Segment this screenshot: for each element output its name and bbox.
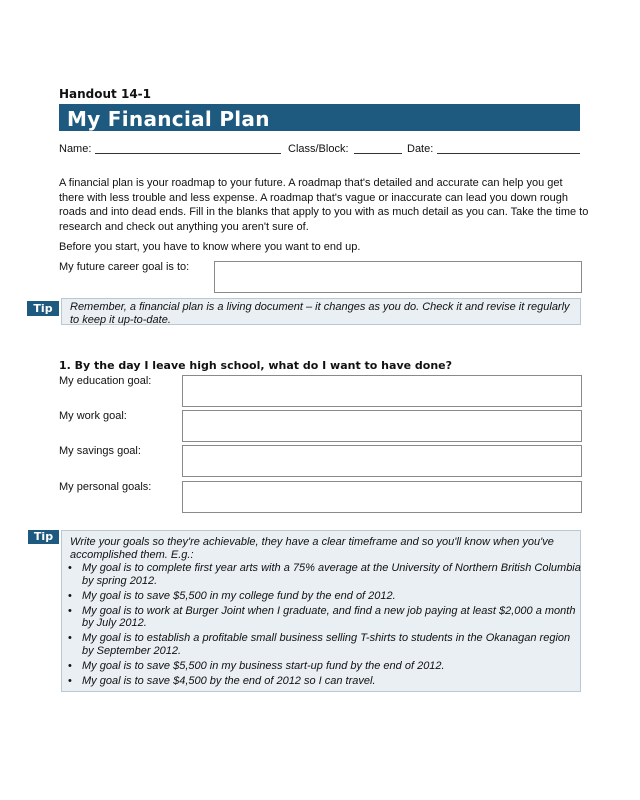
title-bar bbox=[59, 104, 580, 131]
bullet-icon: • bbox=[68, 589, 72, 602]
list-item: • My goal is to save $5,500 in my business start-up fund by the end of 2012. bbox=[68, 659, 445, 672]
list-item: • My goal is to complete first year arts with a 75% average at the University of Northern British Columbia by spring 2012. bbox=[68, 562, 581, 587]
list-item: • My goal is to save $4,500 by the end of 2012 so I can travel. bbox=[68, 674, 376, 687]
career-goal-label: My future career goal is to: bbox=[59, 261, 190, 273]
education-goal-label: My education goal: bbox=[59, 375, 152, 387]
bullet-icon: • bbox=[68, 604, 72, 617]
bullet-icon: • bbox=[68, 632, 72, 644]
tip-intro-2: Write your goals so they're achievable, they have a clear timeframe and so you'll know when you've accomplished them. E.g.: bbox=[70, 536, 554, 561]
page-title: My Financial Plan bbox=[67, 107, 270, 131]
date-label: Date: bbox=[407, 143, 434, 155]
section-heading: 1. By the day I leave high school, what do I want to have done? bbox=[59, 359, 453, 372]
goal-examples-list bbox=[66, 562, 581, 690]
personal-goals-input[interactable] bbox=[182, 481, 582, 513]
handout-number: Handout 14-1 bbox=[59, 87, 152, 101]
class-label: Class/Block: bbox=[288, 143, 349, 155]
class-field[interactable] bbox=[354, 153, 402, 154]
list-item: • My goal is to save $5,500 in my college fund by the end of 2012. bbox=[68, 589, 396, 602]
tip-label-1: Tip bbox=[27, 301, 59, 316]
list-item: • My goal is to work at Burger Joint when I graduate, and find a new job paying at least $2,000 a month by July 2012. bbox=[68, 604, 576, 629]
date-field[interactable] bbox=[437, 153, 580, 154]
bullet-icon: • bbox=[68, 659, 72, 672]
savings-goal-input[interactable] bbox=[182, 445, 582, 477]
tip-text-1: Remember, a financial plan is a living document – it changes as you do. Check it and revise it regularly to keep it up-to-date. bbox=[70, 301, 570, 326]
education-goal-input[interactable] bbox=[182, 375, 582, 407]
tip-label-2: Tip bbox=[28, 530, 59, 544]
personal-goals-label: My personal goals: bbox=[59, 481, 152, 493]
before-start-text: Before you start, you have to know where you want to end up. bbox=[59, 241, 361, 253]
savings-goal-label: My savings goal: bbox=[59, 445, 141, 457]
intro-paragraph: A financial plan is your roadmap to your future. A roadmap that's detailed and accurate can help you get there with less trouble and less expense. A roadmap that's vague or inaccurate can lead you down rough roads and into dead ends. Fill in the blanks that apply to you with as much detail as you can. Take the time to research and check out anything you aren't sure of. bbox=[59, 177, 589, 233]
bullet-icon: • bbox=[68, 562, 72, 574]
name-field[interactable] bbox=[95, 153, 281, 154]
bullet-icon: • bbox=[68, 674, 72, 687]
list-item: • My goal is to establish a profitable small business selling T-shirts to students in the Okanagan region by September 2012. bbox=[68, 632, 571, 657]
work-goal-input[interactable] bbox=[182, 410, 582, 442]
work-goal-label: My work goal: bbox=[59, 410, 127, 422]
career-goal-input[interactable] bbox=[214, 261, 582, 293]
name-label: Name: bbox=[59, 143, 92, 155]
tip-box-1 bbox=[61, 298, 581, 325]
